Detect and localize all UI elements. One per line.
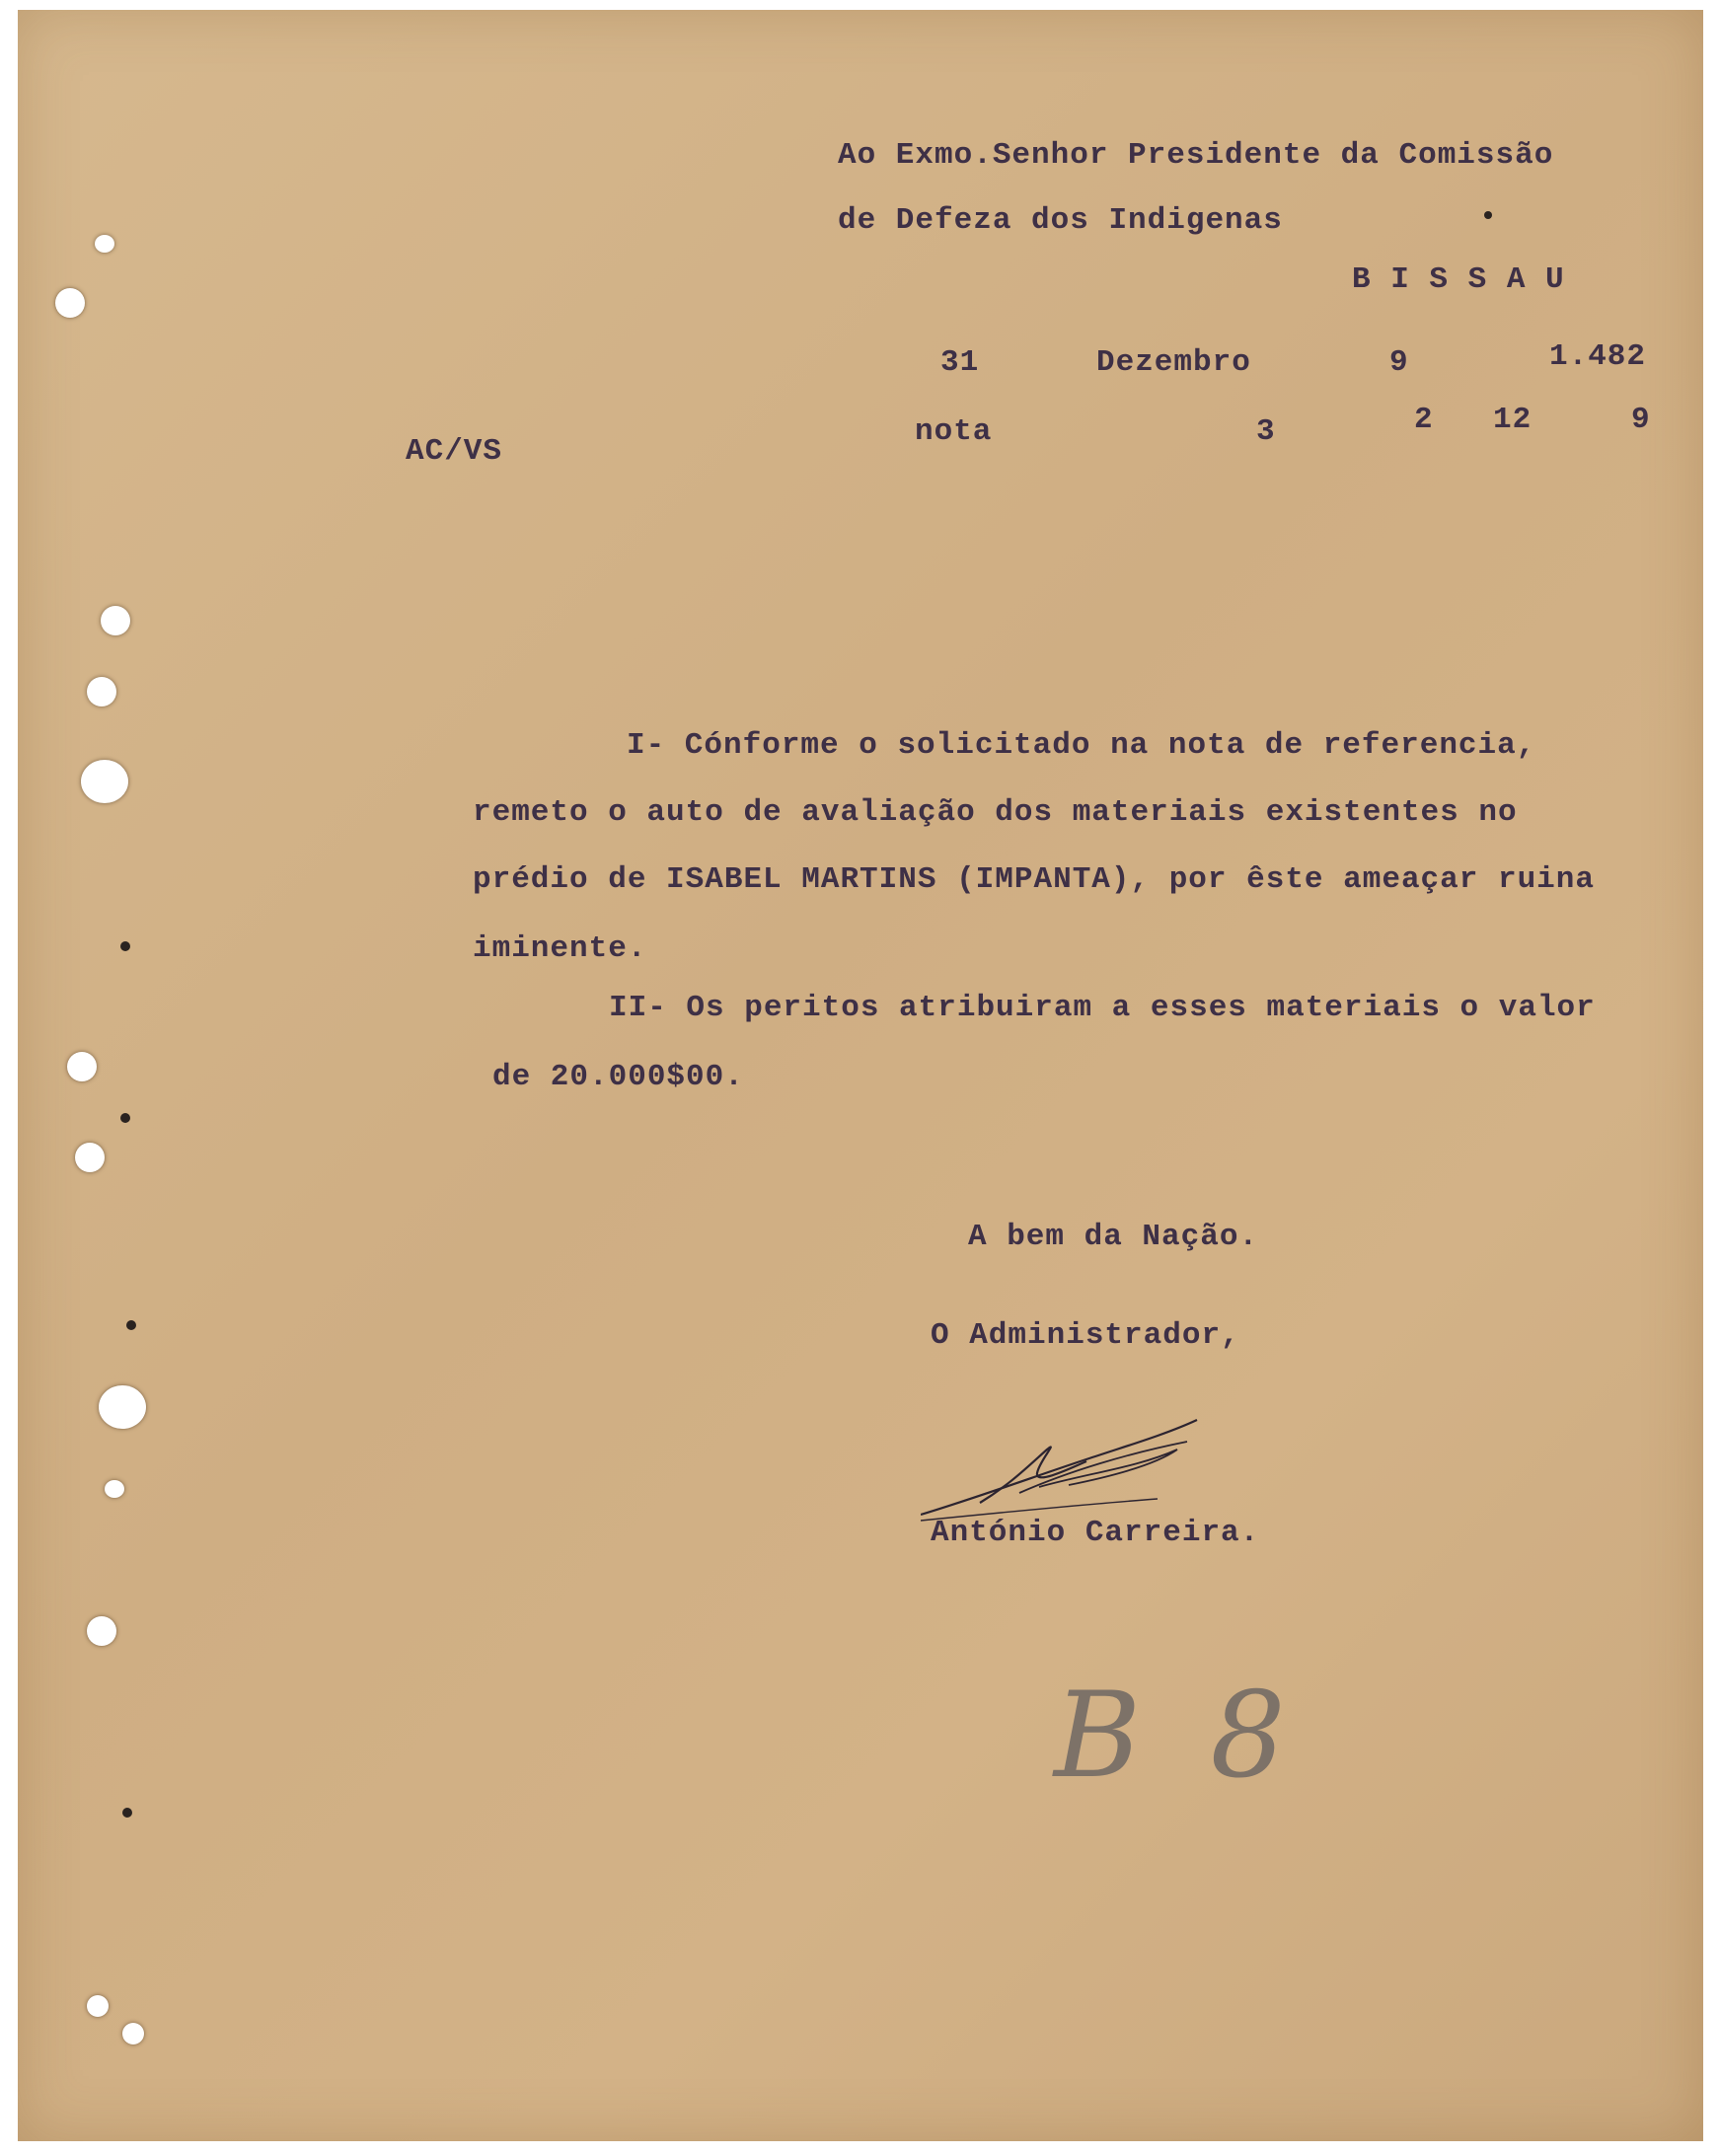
body-line: remeto o auto de avaliação dos materiais existentes no <box>473 795 1518 830</box>
ref-label: nota <box>915 414 993 449</box>
ref-number-b: 2 <box>1414 403 1434 437</box>
ref-number-c: 12 <box>1493 403 1533 437</box>
punch-hole <box>99 1385 146 1429</box>
signatory-name: António Carreira. <box>931 1516 1260 1550</box>
speck <box>126 1320 136 1330</box>
body-line: iminente. <box>473 931 647 966</box>
date-year-digit: 9 <box>1389 345 1409 380</box>
address-line-2: de Defeza dos Indigenas <box>838 203 1283 238</box>
date-month: Dezembro <box>1096 345 1251 380</box>
punch-hole <box>87 1616 116 1646</box>
reference-number: 1.482 <box>1549 339 1647 374</box>
closing-title: O Administrador, <box>931 1318 1240 1353</box>
punch-hole <box>75 1143 105 1172</box>
punch-hole <box>95 235 114 253</box>
date-day: 31 <box>940 345 980 380</box>
punch-hole <box>87 677 116 706</box>
punch-hole <box>81 760 128 803</box>
ref-number-a: 3 <box>1256 414 1276 449</box>
speck <box>1484 211 1492 219</box>
body-line: prédio de ISABEL MARTINS (IMPANTA), por êste ameaçar ruina <box>473 862 1595 897</box>
body-line: I- Cónforme o solicitado na nota de referencia, <box>627 728 1536 763</box>
sender-initials: AC/VS <box>406 434 503 469</box>
body-line: II- Os peritos atribuiram a esses materiais o valor <box>609 991 1596 1025</box>
speck <box>122 1808 132 1818</box>
document-page <box>18 10 1703 2141</box>
closing-salutation: A bem da Nação. <box>968 1220 1259 1254</box>
speck <box>120 1113 130 1123</box>
ref-number-d: 9 <box>1631 403 1651 437</box>
address-city: B I S S A U <box>1352 262 1565 297</box>
punch-hole <box>122 2023 144 2044</box>
punch-hole <box>55 288 85 318</box>
punch-hole <box>67 1052 97 1081</box>
body-line: de 20.000$00. <box>492 1060 744 1094</box>
punch-hole <box>105 1480 124 1498</box>
punch-hole <box>87 1995 109 2017</box>
pencil-annotation: B 8 <box>1054 1668 1302 1805</box>
speck <box>120 941 130 951</box>
address-line-1: Ao Exmo.Senhor Presidente da Comissão <box>838 138 1554 173</box>
punch-hole <box>101 606 130 635</box>
